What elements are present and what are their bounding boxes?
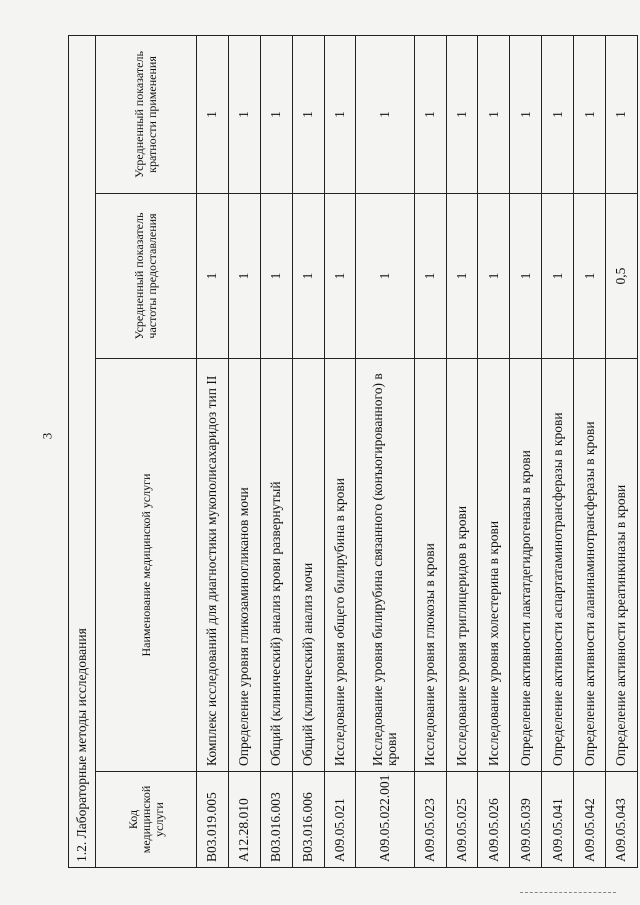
cell-frequency: 1 <box>446 194 478 359</box>
cell-frequency: 1 <box>228 194 260 359</box>
cell-frequency: 1 <box>356 194 414 359</box>
cell-name: Определение активности креатинкиназы в крови <box>605 359 637 772</box>
cell-name: Исследование уровня общего билирубина в крови <box>324 359 356 772</box>
cell-name: Определение активности аланинаминотрансферазы в крови <box>574 359 606 772</box>
cell-frequency: 1 <box>414 194 446 359</box>
table-row <box>605 35 637 867</box>
cell-name: Комплекс исследований для диагностики мукополисахаридоз тип II <box>197 359 229 772</box>
header-multiplicity: Усредненный показатель кратности применения <box>96 35 197 193</box>
table-row <box>356 35 414 867</box>
section-title: 1.2. Лабораторные методы исследования <box>69 35 96 867</box>
cell-code: A12.28.010 <box>228 772 260 868</box>
cell-multiplicity: 1 <box>197 35 229 193</box>
cell-name: Общий (клинический) анализ мочи <box>292 359 324 772</box>
rotated-table-wrapper <box>68 36 638 868</box>
cell-frequency: 1 <box>292 194 324 359</box>
table-row <box>292 35 324 867</box>
table-row <box>542 35 574 867</box>
cell-code: A09.05.021 <box>324 772 356 868</box>
table-row <box>510 35 542 867</box>
cell-multiplicity: 1 <box>605 35 637 193</box>
section-row <box>69 35 96 867</box>
cell-multiplicity: 1 <box>228 35 260 193</box>
scan-artifact <box>520 892 616 899</box>
cell-frequency: 1 <box>510 194 542 359</box>
cell-code: B03.016.003 <box>260 772 292 868</box>
cell-frequency: 1 <box>542 194 574 359</box>
cell-name: Исследование уровня билирубина связанного (конъюгированного) в крови <box>356 359 414 772</box>
cell-code: B03.016.006 <box>292 772 324 868</box>
cell-frequency: 1 <box>574 194 606 359</box>
cell-name: Исследование уровня триглицеридов в крови <box>446 359 478 772</box>
cell-multiplicity: 1 <box>324 35 356 193</box>
cell-name: Определение уровня гликозаминогликанов мочи <box>228 359 260 772</box>
cell-code: A09.05.023 <box>414 772 446 868</box>
cell-multiplicity: 1 <box>574 35 606 193</box>
cell-code: A09.05.025 <box>446 772 478 868</box>
header-code: Код медицинской услуги <box>96 772 197 868</box>
cell-multiplicity: 1 <box>446 35 478 193</box>
table-row <box>478 35 510 867</box>
cell-multiplicity: 1 <box>356 35 414 193</box>
table-row <box>324 35 356 867</box>
table-row <box>228 35 260 867</box>
cell-frequency: 1 <box>324 194 356 359</box>
table-row <box>197 35 229 867</box>
cell-frequency: 1 <box>478 194 510 359</box>
cell-frequency: 1 <box>197 194 229 359</box>
page-number: 3 <box>39 432 55 440</box>
cell-code: A09.05.042 <box>574 772 606 868</box>
cell-frequency: 1 <box>260 194 292 359</box>
cell-multiplicity: 1 <box>414 35 446 193</box>
lab-methods-table <box>68 35 638 868</box>
cell-frequency: 0,5 <box>605 194 637 359</box>
header-row <box>96 35 197 867</box>
table-row <box>574 35 606 867</box>
table-row <box>260 35 292 867</box>
cell-name: Исследование уровня глюкозы в крови <box>414 359 446 772</box>
cell-name: Исследование уровня холестерина в крови <box>478 359 510 772</box>
cell-code: A09.05.039 <box>510 772 542 868</box>
cell-code: A09.05.022.001 <box>356 772 414 868</box>
cell-code: A09.05.043 <box>605 772 637 868</box>
cell-multiplicity: 1 <box>542 35 574 193</box>
cell-name: Общий (клинический) анализ крови развернутый <box>260 359 292 772</box>
cell-code: A09.05.026 <box>478 772 510 868</box>
cell-name: Определение активности аспартатаминотрансферазы в крови <box>542 359 574 772</box>
cell-multiplicity: 1 <box>510 35 542 193</box>
header-frequency: Усредненный показатель частоты предоставления <box>96 194 197 359</box>
cell-multiplicity: 1 <box>260 35 292 193</box>
cell-multiplicity: 1 <box>478 35 510 193</box>
cell-multiplicity: 1 <box>292 35 324 193</box>
table-row <box>414 35 446 867</box>
cell-code: A09.05.041 <box>542 772 574 868</box>
cell-code: B03.019.005 <box>197 772 229 868</box>
cell-name: Определение активности лактатдегидрогеназы в крови <box>510 359 542 772</box>
table-row <box>446 35 478 867</box>
header-name: Наименование медицинской услуги <box>96 359 197 772</box>
